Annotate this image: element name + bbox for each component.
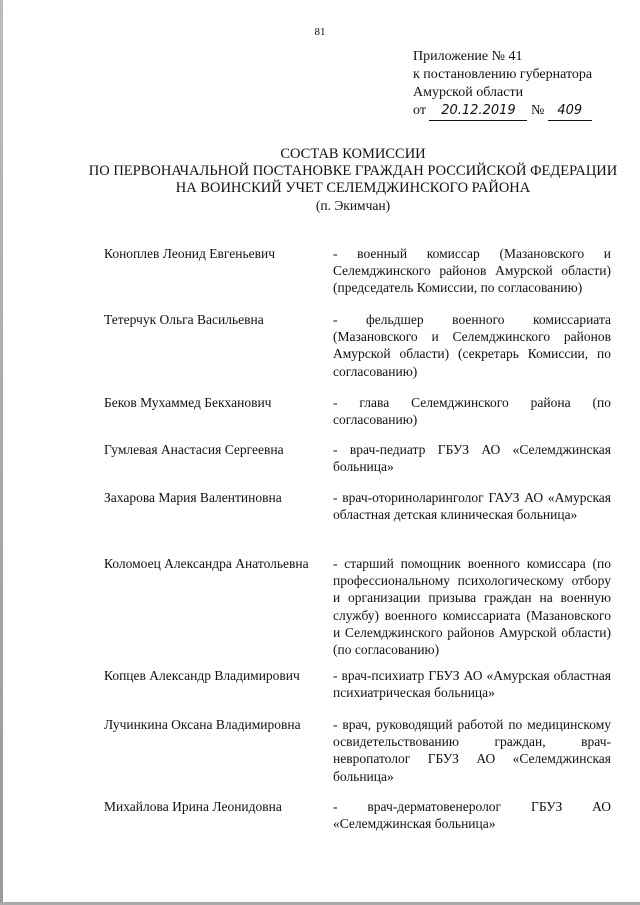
member-name: Тетерчук Ольга Васильевна [104,312,264,327]
member-name: Беков Мухаммед Бекханович [104,395,272,410]
member-role: - врач-психиатр ГБУЗ АО «Амурская областная психиатрическая больница» [333,668,611,701]
title-line-3: НА ВОИНСКИЙ УЧЕТ СЕЛЕМДЖИНСКОГО РАЙОНА [175,180,531,196]
member-name: Коломоец Александра Анатольевна [104,556,309,571]
member-name: Копцев Александр Владимирович [104,668,300,683]
appendix-line-1: Приложение № 41 [413,49,523,64]
member-role: - врач-дерматовенеролог ГБУЗ АО «Селемджинская больница» [333,799,611,832]
title-line-4: (п. Экимчан) [315,198,391,213]
handwritten-number: 409 [548,102,592,121]
appendix-line-2: к постановлению губернатора [413,67,593,82]
appendix-date-line [413,102,592,121]
member-name: Лучинкина Оксана Владимировна [104,717,301,732]
appendix-line-3: Амурской области [413,85,524,100]
scan-edge-left [0,0,3,905]
page-number: 81 [314,26,326,38]
member-role: - глава Селемджинского района (по согласованию) [333,395,611,428]
member-role: - старший помощник военного комиссара (по профессиональному психологическому отбору и организации призыва граждан на военную службу) военного комиссариата (Мазановского и Селемджинского районов Амурской области) (по согласованию) [333,556,611,658]
document-title [0,146,640,214]
title-line-1: СОСТАВ КОМИССИИ [280,146,426,162]
member-name: Захарова Мария Валентиновна [104,490,282,505]
member-name: Коноплев Леонид Евгеньевич [104,246,275,261]
date-prefix: от [413,103,426,118]
appendix-block [413,48,592,121]
member-role: - врач-педиатр ГБУЗ АО «Селемджинская больница» [333,442,611,475]
number-prefix: № [530,103,545,118]
member-role: - врач, руководящий работой по медицинскому освидетельствованию граждан, врач-невропатолог ГБУЗ АО «Селемджинская больница» [333,717,611,784]
member-role: - военный комиссар (Мазановского и Селемджинского районов Амурской области) (председатель Комиссии, по согласованию) [333,246,611,296]
title-line-2: ПО ПЕРВОНАЧАЛЬНОЙ ПОСТАНОВКЕ ГРАЖДАН РОССИЙСКОЙ ФЕДЕРАЦИИ [88,163,618,179]
member-role: - фельдшер военного комиссариата (Мазановского и Селемджинского районов Амурской области) (секретарь Комиссии, по согласованию) [333,312,611,379]
member-name: Гумлевая Анастасия Сергеевна [104,442,284,457]
handwritten-date: 20.12.2019 [429,102,527,121]
member-name: Михайлова Ирина Леонидовна [104,799,282,814]
member-role: - врач-оториноларинголог ГАУЗ АО «Амурская областная детская клиническая больница» [333,490,611,523]
